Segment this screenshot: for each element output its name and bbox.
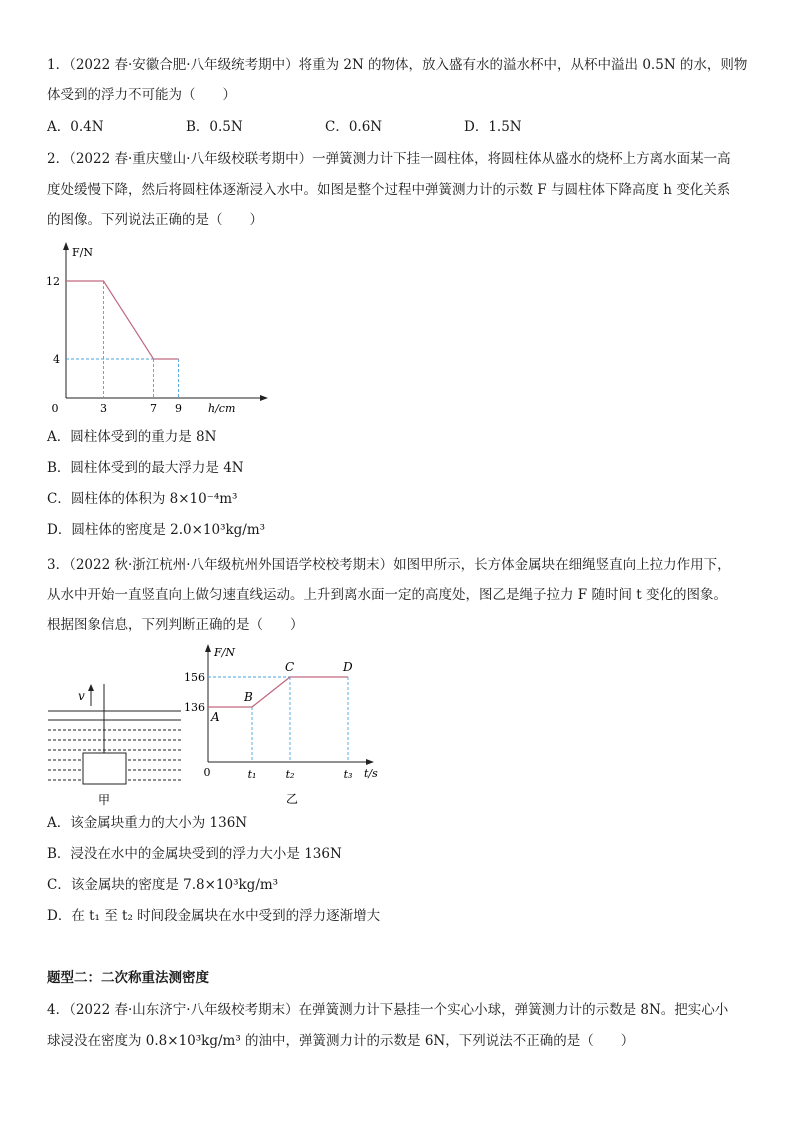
q2-x-axis-arrow	[260, 395, 268, 401]
q2-x-tick-label: 3	[100, 402, 107, 415]
q2-x-axis-label: h/cm	[208, 402, 236, 415]
q3-x-tick-label: t₂	[285, 768, 295, 781]
q3-option-c[interactable]: C．该金属块的密度是 7.8×10³kg/m³	[47, 877, 279, 893]
q3-text-line-2: 从水中开始一直竖直向上做匀速直线运动。上升到离水面一定的高度处，图乙是绳子拉力 F 随时间 t 变化的图象。	[47, 587, 727, 603]
q1-text-line-2: 体受到的浮力不可能为（ ）	[47, 87, 236, 103]
q3-point-label: C	[285, 660, 295, 674]
figure-jia-label: 甲	[98, 793, 111, 807]
q3-x-tick-label: t₃	[343, 768, 353, 781]
q1-option-d[interactable]: D．1.5N	[464, 119, 522, 135]
q3-text-line-3: 根据图象信息，下列判断正确的是（ ）	[47, 617, 304, 633]
velocity-arrow-head	[88, 684, 94, 691]
q1-option-c[interactable]: C．0.6N	[325, 119, 383, 135]
q3-y-tick-labels	[184, 671, 205, 714]
q2-y-tick-label: 12	[46, 275, 60, 288]
q4-text-line-2: 球浸没在密度为 0.8×10³kg/m³ 的油中，弹簧测力计的示数是 6N，下列说法不正确的是（ ）	[47, 1033, 635, 1049]
q1-text-line-1: 1．（2022 春·安徽合肥·八年级统考期中）将重为 2N 的物体，放入盛有水的溢水杯中，从杯中溢出 0.5N 的水，则物	[47, 57, 748, 73]
q2-option-c[interactable]: C．圆柱体的体积为 8×10⁻⁴m³	[47, 491, 238, 507]
section-heading: 题型二：二次称重法测密度	[47, 970, 209, 986]
q2-y-tick-label: 4	[53, 353, 60, 366]
q3-point-label: A	[211, 710, 220, 724]
q3-x-axis-arrow	[366, 759, 374, 765]
q2-axes	[63, 242, 268, 401]
q4-text-line-1: 4．（2022 春·山东济宁·八年级校考期末）在弹簧测力计下悬挂一个实心小球，弹簧测力计的示数是 8N。把实心小	[47, 1002, 729, 1018]
q3-origin-label: 0	[203, 766, 211, 779]
q3-force-time-graph	[180, 640, 390, 810]
q3-y-axis-label: F/N	[214, 646, 235, 659]
q3-option-a[interactable]: A．该金属块重力的大小为 136N	[47, 815, 248, 831]
metal-block	[83, 753, 126, 784]
q2-text-line-2: 度处缓慢下降，然后将圆柱体逐渐浸入水中。如图是整个过程中弹簧测力计的示数 F 与圆柱体下降高度 h 变化关系	[47, 182, 731, 198]
q2-option-a[interactable]: A．圆柱体受到的重力是 8N	[47, 429, 217, 445]
q3-y-axis-arrow	[205, 644, 211, 652]
q3-point-labels	[210, 660, 353, 724]
q3-x-axis-label: t/s	[364, 767, 378, 780]
q2-x-tick-label: 9	[175, 402, 182, 415]
velocity-label: v	[78, 689, 85, 703]
q2-text-line-3: 的图像。下列说法正确的是（ ）	[47, 212, 263, 228]
q2-guide-lines	[66, 281, 179, 398]
q3-y-tick-label: 136	[184, 701, 205, 714]
q2-y-tick-labels	[46, 275, 60, 366]
q3-guide-lines	[208, 677, 348, 762]
q2-series-line	[66, 281, 179, 359]
q3-option-d[interactable]: D．在 t₁ 至 t₂ 时间段金属块在水中受到的浮力逐渐增大	[47, 908, 381, 924]
q2-option-d[interactable]: D．圆柱体的密度是 2.0×10³kg/m³	[47, 522, 266, 538]
q2-text-line-1: 2．（2022 春·重庆璧山·八年级校联考期中）一弹簧测力计下挂一圆柱体，将圆柱体从盛水的烧杯上方离水面某一高	[47, 151, 731, 167]
water-surface-lines	[48, 711, 181, 720]
q2-x-tick-labels	[100, 402, 182, 415]
q2-y-axis-label: F/N	[72, 246, 93, 259]
q3-text-line-1: 3．（2022 秋·浙江杭州·八年级杭州外国语学校校考期末）如图甲所示，长方体金属块在细绳竖直向上拉力作用下，	[47, 557, 731, 573]
q3-point-label: D	[343, 660, 353, 674]
q2-y-axis-arrow	[63, 242, 69, 250]
q2-option-b[interactable]: B．圆柱体受到的最大浮力是 4N	[47, 460, 244, 476]
q2-origin-label: 0	[51, 402, 59, 415]
q3-figure-jia	[46, 680, 186, 810]
q3-x-tick-label: t₁	[247, 768, 257, 781]
q3-option-b[interactable]: B．浸没在水中的金属块受到的浮力大小是 136N	[47, 846, 342, 862]
q3-y-tick-label: 156	[184, 671, 205, 684]
figure-yi-label: 乙	[285, 792, 299, 806]
q3-point-label: B	[244, 690, 253, 704]
q3-series-line	[208, 677, 348, 707]
q3-x-tick-labels	[248, 768, 353, 781]
q2-force-height-graph	[40, 238, 280, 418]
q1-option-a[interactable]: A．0.4N	[47, 119, 104, 135]
q1-option-b[interactable]: B．0.5N	[186, 119, 243, 135]
q2-x-tick-label: 7	[150, 402, 157, 415]
